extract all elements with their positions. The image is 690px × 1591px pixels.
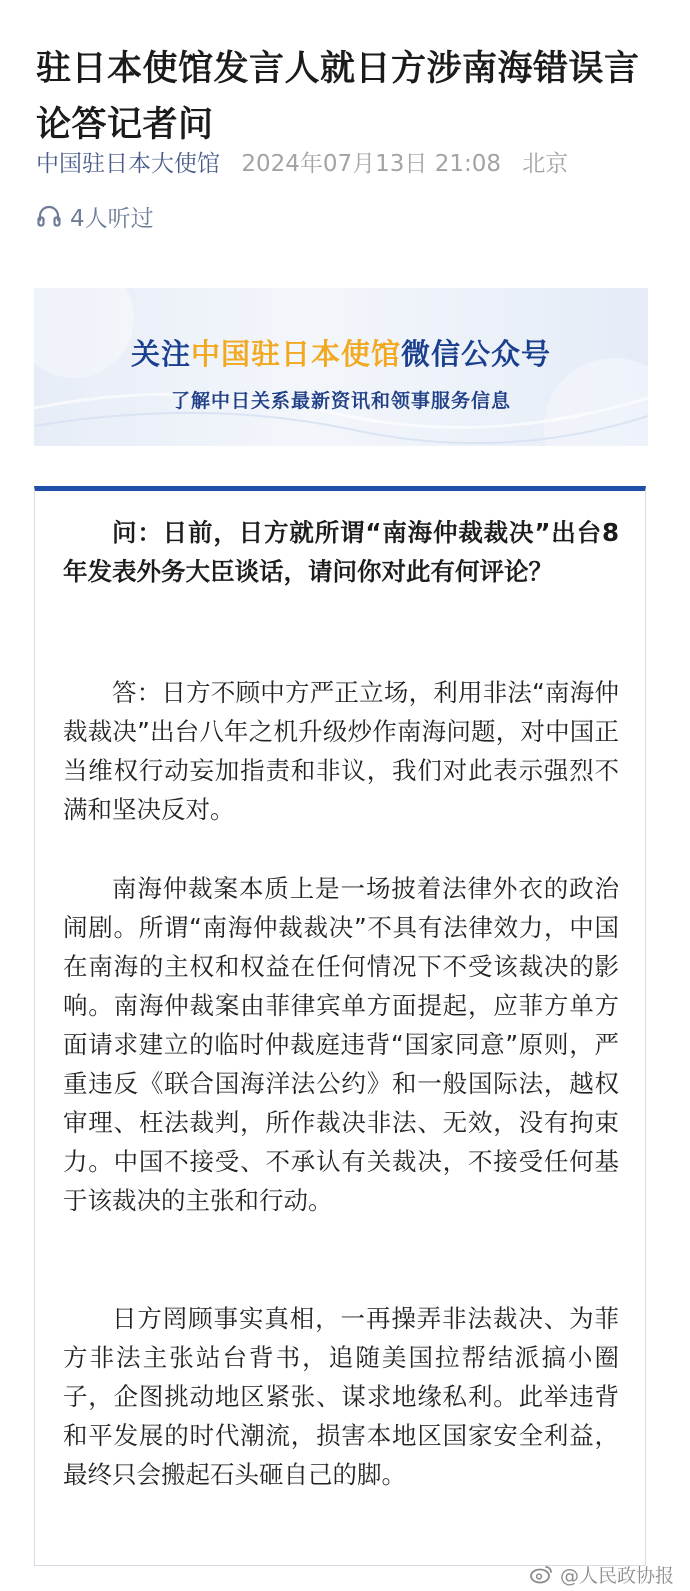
banner-headline-prefix: 关注 (130, 337, 191, 371)
source-watermark (530, 1559, 674, 1589)
weibo-icon (530, 1564, 554, 1584)
publish-location: 北京 (522, 151, 569, 177)
answer-paragraph-3: 日方罔顾事实真相，一再操弄非法裁决、为菲方非法主张站台背书，追随美国拉帮结派搞小圈子，企图挑动地区紧张、谋求地缘私利。此举违背和平发展的时代潮流，损害本地区国家安全利益，最终只会搬起石头砸自己的脚。 (63, 1304, 619, 1489)
watermark-text: @人民政协报 (559, 1564, 674, 1587)
banner-headline-suffix: 微信公众号 (401, 337, 552, 371)
banner-subline: 了解中日关系最新资讯和领事服务信息 (170, 390, 511, 412)
article-title: 驻日本使馆发言人就日方涉南海错误言论答记者问 (36, 49, 640, 146)
listen-count: 4人听过 (70, 205, 154, 232)
headphones-icon (36, 204, 62, 228)
question-paragraph: 问：日前，日方就所谓“南海仲裁裁决”出台8年发表外务大臣谈话，请问你对此有何评论？ (63, 518, 619, 586)
banner-headline-highlight: 中国驻日本使馆 (190, 337, 401, 371)
follow-banner[interactable] (34, 288, 648, 446)
article-meta (36, 146, 676, 182)
article-body-frame (34, 486, 646, 1566)
banner-headline (34, 332, 648, 373)
answer-paragraph-1: 答：日方不顾中方严正立场，利用非法“南海仲裁裁决”出台八年之机升级炒作南海问题，对中国正当维权行动妄加指责和非议，我们对此表示强烈不满和坚决反对。 (63, 678, 619, 824)
publish-time: 2024年07月13日 21:08 (241, 151, 501, 177)
answer-paragraph-2: 南海仲裁案本质上是一场披着法律外衣的政治闹剧。所谓“南海仲裁裁决”不具有法律效力，中国在南海的主权和权益在任何情况下不受该裁决的影响。南海仲裁案由菲律宾单方面提起，应菲方单方面请求建立的临时仲裁庭违背“国家同意”原则，严重违反《联合国海洋法公约》和一般国际法，越权审理、枉法裁判，所作裁决非法、无效，没有拘束力。中国不接受、不承认有关裁决，不接受任何基于该裁决的主张和行动。 (63, 874, 619, 1215)
listen-count-row[interactable] (36, 198, 154, 234)
account-name-link[interactable]: 中国驻日本大使馆 (36, 151, 220, 177)
